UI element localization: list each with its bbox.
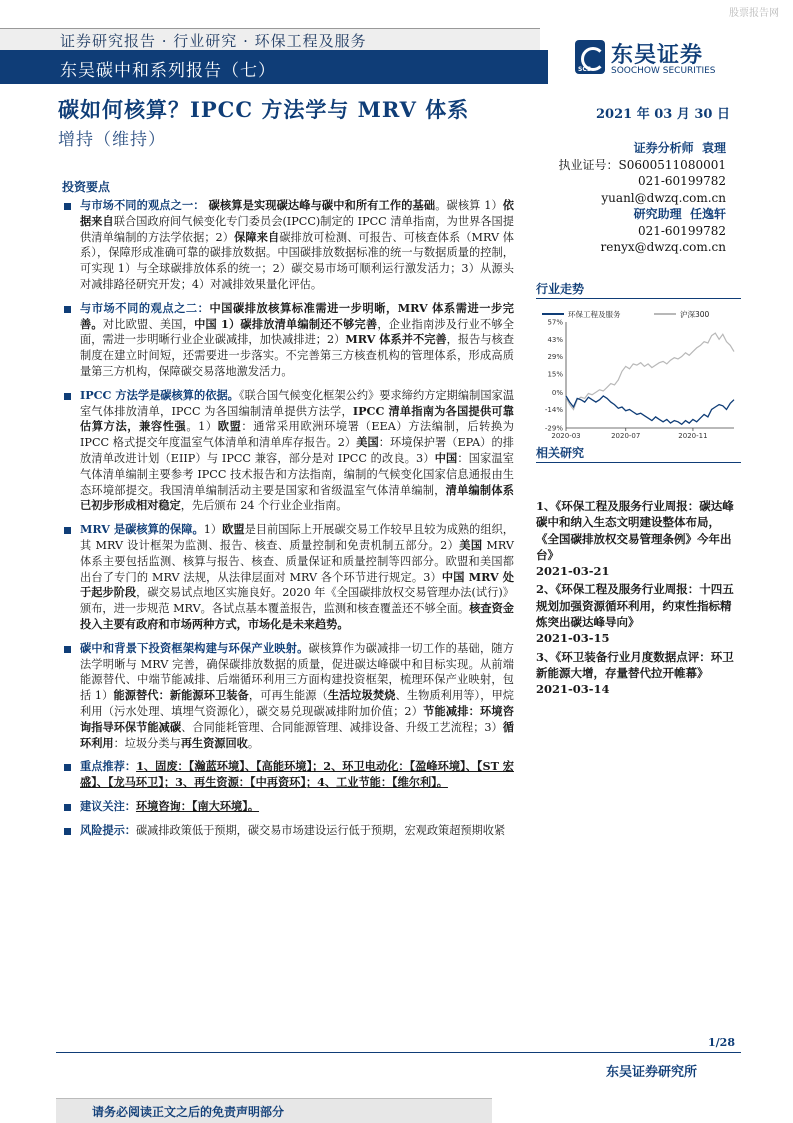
- logo-en: SOOCHOW SECURITIES: [611, 66, 716, 76]
- text-run: ，报告与核查制度在建立时间短，还需要进一步落实。不完善第三方核查机构的管理体系，形成高质量第三方机构，保障碳交易落地激发活力。: [80, 333, 515, 378]
- text-run: 1、固废：【瀚蓝环境】、【高能环境】；2、环卫电动化：【盈峰环境】、【ST 宏盛】、【龙马环卫】；3、再生资源：【中再资环】；4、工业节能：【维尔利】。: [80, 759, 514, 790]
- analyst-email: yuanl@dwzq.com.cn: [601, 190, 726, 205]
- text-run: MRV 体系主要包括监测、核算与报告、核查、质量保证和质量控制等四部分。欧盟和美国都出台了专门的 MRV 法规，从法律层面对 MRV 各个环节进行规定。3）: [80, 538, 514, 584]
- text-run: MRV 是碳核算的保障。: [80, 522, 204, 537]
- text-run: 生活垃圾焚烧: [327, 688, 396, 703]
- y-tick-label: 15%: [547, 370, 563, 379]
- text-run: ：垃圾分类与: [113, 736, 181, 750]
- analyst-name: 任逸轩: [689, 207, 726, 221]
- text-run: MRV 体系并不完善: [345, 332, 447, 347]
- analyst-2: [536, 206, 726, 256]
- text-run: IPCC 清单指南为各国提供可靠估算方法，兼容性强: [80, 403, 514, 434]
- related-item[interactable]: [536, 498, 734, 579]
- x-tick-label: 2020-03: [551, 432, 581, 439]
- text-run: 欧盟: [222, 522, 245, 537]
- y-tick-label: 0%: [551, 388, 563, 397]
- investment-point: [62, 301, 514, 380]
- text-run: 、生物质利用等），甲烷利用（污水处理、填埋气资源化），碳交易兑现碳减排附加价值；2）: [80, 689, 514, 718]
- text-run: 环境咨询：【南大环境】。: [135, 798, 260, 813]
- report-date: 2021 年 03 月 30 日: [596, 107, 730, 122]
- y-tick-label: 29%: [547, 353, 563, 362]
- trend-chart: [536, 304, 741, 439]
- divider: [536, 298, 741, 299]
- text-run: 碳核算是实现碳达峰与碳中和所有工作的基础: [204, 198, 436, 212]
- text-run: 碳核算作为碳减排一切工作的基础，随方法学明晰与 MRV 完善，确保碳排放数据的质量，促进碳达峰碳中和目标实现。从前端能源替代、中端节能减排、后端循环利用三方面构建投资框架，梳理环保产业映射，包括 1）: [80, 641, 514, 703]
- series-line-industry: [566, 396, 734, 424]
- related-list: [536, 498, 734, 700]
- report-title: 碳如何核算？IPCC 方法学与 MRV 体系: [58, 97, 470, 122]
- text-run: IPCC 方法学是碳核算的依据。: [80, 387, 239, 402]
- footer-org: 东吴证券研究所: [606, 1065, 698, 1080]
- company-logo: [575, 40, 745, 82]
- text-run: ：国家温室气体清单编制主要参考 IPCC 技术报告和方法指南，编制的气候变化国家信息通报由生态环境部提交。我国清单编制活动主要是国家和省级温室气体清单编制，: [80, 451, 514, 497]
- text-run: 《联合国气候变化框架公约》要求缔约方定期编制国家温室气体排放清单，IPCC 为各国编制清单提供方法学，: [80, 388, 515, 418]
- y-tick-label: 43%: [547, 335, 563, 344]
- text-run: 中国碳排放核算标准需进一步明晰，MRV 体系需进一步完善。: [80, 300, 514, 331]
- related-title[interactable]: 3、《环卫装备行业月度数据点评：环卫新能源大增，存量替代拉开帷幕》: [536, 649, 734, 680]
- divider: [536, 462, 741, 463]
- text-run: 能源替代：新能源环卫装备: [113, 688, 249, 703]
- text-run: 、合同能耗管理、合同能源管理、减排设备、升级工艺流程；3）: [181, 720, 503, 734]
- related-head: 相关研究: [536, 446, 585, 460]
- y-tick-label: 57%: [547, 318, 563, 327]
- text-run: ，先后颁布 24 个行业企业指南。: [180, 499, 348, 513]
- y-tick-label: -14%: [544, 406, 563, 415]
- related-date: 2021-03-21: [536, 564, 610, 579]
- text-run: 欧盟: [217, 419, 242, 434]
- investment-point: [62, 198, 514, 293]
- related-date: 2021-03-14: [536, 682, 610, 697]
- rating: 增持（维持）: [58, 130, 166, 150]
- text-run: 中国 MRV 处于起步阶段: [80, 569, 514, 600]
- text-run: 中国: [434, 450, 458, 465]
- text-run: 与市场不同的观点之一：: [80, 198, 205, 212]
- analyst-line: 执业证号：S0600511080001: [558, 157, 726, 172]
- related-title[interactable]: 2、《环保工程及服务行业周报：十四五规划加强资源循环利用，约束性指标精炼突出碳达峰导向》: [536, 582, 734, 630]
- text-run: 循环利用: [80, 719, 514, 750]
- text-run: 碳排放可检测、可报告、可核查体系（MRV 体系），保障形成准确可靠的碳排放数据。中国碳排放数据标准的统一与数据质量的控制，可实现 1）与全球碳排放体系的统一；2）碳交易市场可顺利运行激发活力；3）从源头对减排路径研究开发；4）对减排效果量化评估。: [80, 230, 514, 291]
- investment-point: [62, 799, 514, 815]
- analyst-line: 021-60199782: [637, 174, 726, 188]
- investment-point: [62, 759, 514, 791]
- divider: [56, 1052, 741, 1053]
- x-tick-label: 2020-07: [611, 432, 641, 439]
- text-run: 风险提示：: [80, 822, 136, 837]
- investment-point: [62, 641, 514, 752]
- disclaimer-band: [56, 1098, 492, 1123]
- text-run: ，企业指南涉及行业不够全面，需进一步明晰行业企业碳减排，加快减排进；2）: [80, 317, 514, 347]
- text-run: 节能减排：环境咨询指导环保节能减碳: [80, 703, 514, 734]
- x-tick-label: 2020-11: [678, 432, 708, 439]
- trend-chart-svg: [536, 304, 741, 439]
- series-line-hs300: [566, 333, 734, 409]
- text-run: ：环境保护署（EPA）的排放清单改进计划（EIIP）与 IPCC 兼容，部分是对 IPCC 的改良。3）: [80, 436, 514, 465]
- text-run: 再生资源回收: [180, 735, 248, 750]
- text-run: 建议关注：: [80, 798, 136, 813]
- legend-label: 沪深300: [680, 310, 710, 319]
- analyst-1: [536, 140, 726, 206]
- text-run: 美国: [356, 435, 379, 450]
- text-run: 是目前国际上开展碳交易工作较早且较为成熟的组织，其 MRV 设计框架为监测、报告、核查、质量控制和免责机制五部分。2）: [80, 523, 514, 552]
- category-text: 证券研究报告 · 行业研究 · 环保工程及服务: [60, 32, 367, 50]
- text-run: 。碳核算 1）: [435, 199, 503, 212]
- related-item[interactable]: [536, 649, 734, 698]
- category-band: [0, 28, 540, 51]
- analyst-name: 袁理: [701, 141, 726, 155]
- logo-cn: 东吴证券: [611, 43, 704, 68]
- related-date: 2021-03-15: [536, 631, 610, 646]
- text-run: 与市场不同的观点之二：: [80, 300, 210, 315]
- analyst-line: 021-60199782: [637, 223, 726, 238]
- related-item[interactable]: [536, 581, 734, 646]
- investment-point: [62, 388, 514, 514]
- text-run: ，碳交易试点地区实施良好。2020 年《全国碳排放权交易管理办法(试行)》颁布，进一步规范 MRV。各试点基本覆盖报告，监测和核查覆盖还不够全面。: [80, 586, 514, 616]
- watermark: 股票报告网: [729, 8, 779, 19]
- text-run: 碳中和背景下投资框架构建与环保产业映射。: [80, 640, 309, 655]
- series-title: 东吴碳中和系列报告（七）: [60, 61, 276, 81]
- investment-point: [62, 823, 514, 839]
- text-run: 。: [247, 736, 260, 750]
- investment-point: [62, 522, 514, 633]
- text-run: 对比欧盟、美国，: [102, 317, 195, 331]
- chart-title: 行业走势: [536, 282, 585, 296]
- logo-mark-icon: SCS: [575, 40, 605, 74]
- text-run: 中国 1）碳排放清单编制还不够完善: [194, 316, 378, 331]
- analyst-email: renyx@dwzq.com.cn: [600, 240, 726, 254]
- analyst-role: 证券分析师: [633, 141, 694, 155]
- investment-points: [62, 198, 514, 846]
- page-number: 1/28: [708, 1036, 735, 1049]
- text-run: 碳减排政策低于预期，碳交易市场建设运行低于预期，宏观政策超预期收紧: [135, 823, 506, 837]
- text-run: ，可再生能源（: [248, 689, 328, 703]
- text-run: 清单编制体系已初步形成相对稳定: [80, 482, 514, 513]
- text-run: ：通常采用欧洲环境署（EEA）方法编制，后转换为 IPCC 格式提交年度温室气体清单和清单库存报告。2）: [80, 420, 514, 450]
- y-tick-label: -29%: [544, 424, 563, 433]
- text-run: 美国: [459, 537, 483, 552]
- disclaimer-text: 请务必阅读正文之后的免责声明部分: [92, 1105, 285, 1119]
- text-run: 依据来自: [80, 198, 514, 228]
- text-run: 联合国政府间气候变化专门委员会(IPCC)制定的 IPCC 清单指南，为世界各国提供清单编制的方法学依据；2）: [80, 214, 514, 244]
- text-run: 重点推荐：: [80, 759, 137, 774]
- analyst-role: 研究助理: [633, 207, 682, 221]
- text-run: 核查资金投入主要有政府和市场两种方式，市场化是未来趋势。: [80, 601, 514, 631]
- related-title[interactable]: 1、《环保工程及服务行业周报：碳达峰碳中和纳入生态文明建设整体布局，《全国碳排放权交易管理条例》今年出台》: [536, 499, 734, 562]
- text-run: 。1）: [186, 420, 218, 434]
- investment-head: 投资要点: [62, 180, 111, 194]
- text-run: 1）: [203, 523, 223, 537]
- analyst-block: [536, 140, 726, 256]
- text-run: 保障来自: [234, 229, 280, 244]
- legend-label: 环保工程及服务: [568, 310, 621, 319]
- series-band: [0, 50, 548, 84]
